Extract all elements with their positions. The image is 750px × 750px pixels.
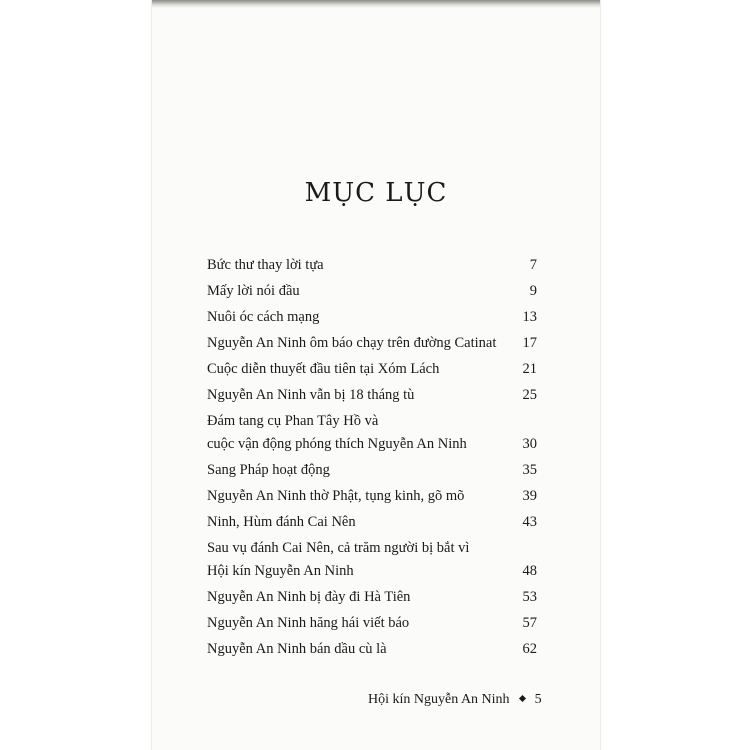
toc-entry [207, 515, 537, 530]
toc-entry [207, 258, 537, 273]
toc-entry-page-number: 21 [522, 361, 537, 377]
toc-entry-title: Hội kín Nguyễn An Ninh [207, 563, 354, 579]
toc-entry-page-number: 43 [522, 514, 537, 530]
footer-book-title: Hội kín Nguyễn An Ninh [368, 692, 510, 707]
toc-entry-title: Nguyễn An Ninh bán dầu cù là [207, 641, 387, 657]
toc-entry [207, 284, 537, 299]
table-of-contents [207, 258, 537, 668]
toc-entry-title: Nguyễn An Ninh thờ Phật, tụng kinh, gõ mõ [207, 488, 465, 504]
toc-entry [207, 590, 537, 605]
book-page [152, 0, 600, 750]
toc-entry-title: Ninh, Hùm đánh Cai Nên [207, 514, 356, 530]
toc-entry-page-number: 30 [522, 436, 537, 452]
toc-entry-page-number: 39 [522, 488, 537, 504]
page-footer [368, 692, 542, 708]
toc-entry [207, 362, 537, 377]
toc-entry-title: Bức thư thay lời tựa [207, 257, 324, 273]
toc-entry-page-number: 35 [522, 462, 537, 478]
toc-entry [207, 489, 537, 504]
toc-entry-title: Nguyễn An Ninh ôm báo chạy trên đường Catinat [207, 335, 497, 351]
toc-entry [207, 541, 537, 579]
toc-entry-page-number: 7 [529, 257, 537, 273]
toc-entry [207, 336, 537, 351]
toc-entry-page-number: 25 [522, 387, 537, 403]
toc-entry-title: Nguyễn An Ninh bị đày đi Hà Tiên [207, 589, 411, 605]
toc-entry-page-number: 57 [522, 615, 537, 631]
toc-entry-page-number: 13 [522, 309, 537, 325]
diamond-ornament-icon [519, 695, 526, 702]
toc-entry-title: Cuộc diễn thuyết đầu tiên tại Xóm Lách [207, 361, 440, 377]
toc-entry-title: cuộc vận động phóng thích Nguyễn An Ninh [207, 436, 467, 452]
page-title: MỤC LỤC [304, 178, 448, 208]
toc-entry-page-number: 53 [522, 589, 537, 605]
page-top-edge [152, 0, 600, 8]
toc-entry [207, 463, 537, 478]
footer-page-number: 5 [534, 692, 542, 707]
toc-entry [207, 388, 537, 403]
toc-entry [207, 310, 537, 325]
toc-entry-page-number: 48 [522, 563, 537, 579]
toc-entry [207, 616, 537, 631]
toc-entry-page-number: 9 [529, 283, 537, 299]
toc-entry-title: Nuôi óc cách mạng [207, 309, 320, 325]
toc-entry-title: Đám tang cụ Phan Tây Hồ và [207, 413, 379, 429]
toc-entry-title: Nguyễn An Ninh vẫn bị 18 tháng tù [207, 387, 415, 403]
toc-entry-title: Mấy lời nói đầu [207, 283, 300, 299]
toc-entry-page-number: 62 [522, 641, 537, 657]
toc-entry [207, 642, 537, 657]
toc-entry-title: Nguyễn An Ninh hăng hái viết báo [207, 615, 410, 631]
toc-entry-title: Sang Pháp hoạt động [207, 462, 330, 478]
toc-entry-page-number: 17 [522, 335, 537, 351]
toc-entry-title: Sau vụ đánh Cai Nên, cả trăm người bị bắt vì [207, 540, 470, 556]
toc-entry [207, 414, 537, 452]
